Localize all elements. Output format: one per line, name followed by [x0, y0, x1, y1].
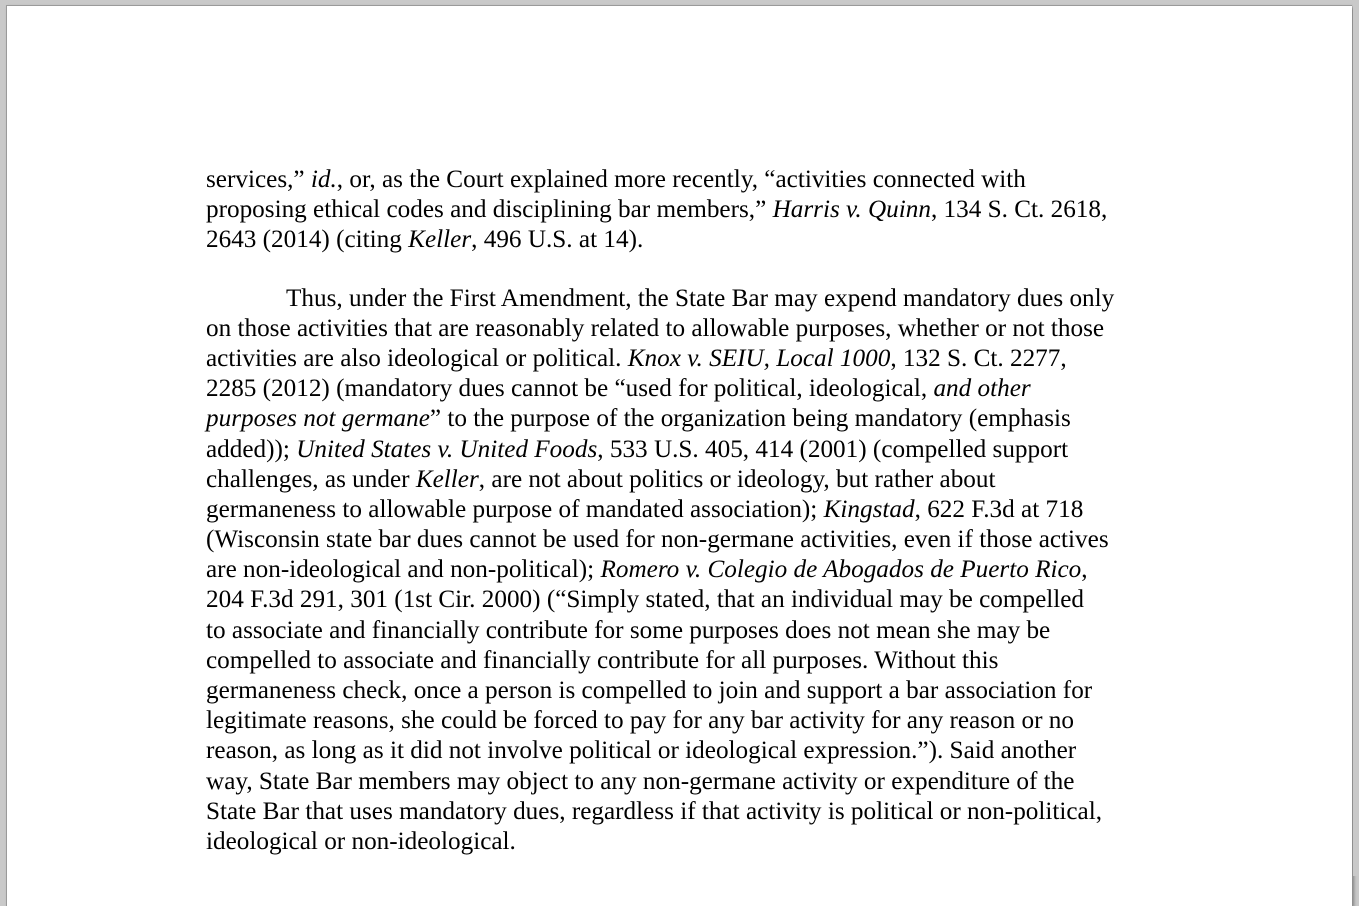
text-run: ideological or non-ideological.: [206, 827, 516, 855]
text-line: [206, 585, 1166, 615]
text-line: [206, 404, 1166, 434]
text-line: [206, 374, 1166, 404]
text-run: germaneness check, once a person is compelled to join and support a bar association for: [206, 677, 1093, 704]
text-line: [206, 827, 1166, 857]
text-run: , or, as the Court explained more recently, “activities connected with: [336, 166, 1026, 193]
text-line: [206, 344, 1166, 374]
text-run: ,: [1081, 556, 1088, 584]
text-line: [206, 465, 1166, 495]
text-line: [206, 284, 1166, 314]
text-line: [206, 767, 1166, 797]
text-run: way, State Bar members may object to any non-germane activity or expenditure of the: [206, 767, 1075, 795]
paragraph-2: [206, 284, 1166, 858]
page-body-text: [206, 165, 1166, 857]
citation-italic-run: Keller: [415, 465, 479, 493]
citation-italic-run: Keller: [408, 226, 472, 254]
text-line: [206, 195, 1166, 225]
citation-italic-run: id.: [310, 166, 337, 193]
text-run: , 533 U.S. 405, 414 (2001) (compelled support: [597, 435, 1069, 463]
text-line: [206, 525, 1166, 555]
text-line: [206, 495, 1166, 525]
text-line: [206, 736, 1166, 766]
text-run: on those activities that are reasonably related to allowable purposes, whether or not those: [206, 314, 1105, 342]
document-page: [6, 5, 1352, 906]
text-run: compelled to associate and financially contribute for all purposes. Without this: [206, 646, 999, 674]
text-run: proposing ethical codes and disciplining bar members,”: [206, 196, 773, 224]
citation-italic-run: Kingstad: [823, 495, 915, 523]
text-run: , are not about politics or ideology, but rather about: [478, 465, 996, 493]
paragraph-1: [206, 165, 1166, 256]
text-run: , 132 S. Ct. 2277,: [890, 344, 1067, 372]
citation-italic-run: purposes not germane: [206, 405, 430, 433]
text-run: are non-ideological and non-political);: [206, 556, 601, 584]
text-line: [206, 646, 1166, 676]
text-line: [206, 706, 1166, 736]
citation-italic-run: Knox v. SEIU, Local 1000: [627, 344, 891, 372]
text-line: [206, 165, 1166, 195]
text-run: , 134 S. Ct. 2618,: [930, 196, 1108, 224]
citation-italic-run: Harris v. Quinn: [772, 196, 931, 224]
text-line: [206, 314, 1166, 344]
text-run: , 622 F.3d at 718: [914, 495, 1084, 523]
text-line: [206, 225, 1166, 255]
text-run: 2643 (2014) (citing: [206, 226, 409, 254]
text-run: activities are also ideological or political.: [206, 344, 628, 372]
text-line: [206, 676, 1166, 706]
text-run: challenges, as under: [206, 465, 416, 493]
text-run: , 496 U.S. at 14).: [471, 226, 644, 254]
citation-italic-run: and other: [933, 375, 1031, 403]
text-run: Thus, under the First Amendment, the State Bar may expend mandatory dues only: [286, 284, 1115, 312]
text-line: [206, 616, 1166, 646]
text-run: reason, as long as it did not involve political or ideological expression.”). Said another: [206, 737, 1077, 765]
citation-italic-run: Romero v. Colegio de Abogados de Puerto Rico: [600, 556, 1082, 584]
viewer-scrollbar[interactable]: [1353, 0, 1359, 876]
text-run: (Wisconsin state bar dues cannot be used for non-germane activities, even if those actives: [206, 526, 1109, 554]
text-run: to associate and financially contribute for some purposes does not mean she may be: [206, 616, 1051, 644]
text-run: germaneness to allowable purpose of mandated association);: [206, 495, 824, 523]
text-run: 2285 (2012) (mandatory dues cannot be “used for political, ideological,: [206, 375, 934, 403]
text-run: State Bar that uses mandatory dues, regardless if that activity is political or non-political,: [206, 797, 1103, 825]
text-line: [206, 555, 1166, 585]
text-line: [206, 797, 1166, 827]
text-run: legitimate reasons, she could be forced to pay for any bar activity for any reason or no: [206, 707, 1074, 735]
citation-italic-run: United States v. United Foods: [296, 435, 598, 463]
text-run: 204 F.3d 291, 301 (1st Cir. 2000) (“Simply stated, that an individual may be compelled: [206, 586, 1085, 614]
text-run: added));: [206, 435, 297, 463]
text-run: services,”: [206, 166, 311, 193]
text-run: ” to the purpose of the organization being mandatory (emphasis: [429, 405, 1071, 433]
text-line: [206, 435, 1166, 465]
